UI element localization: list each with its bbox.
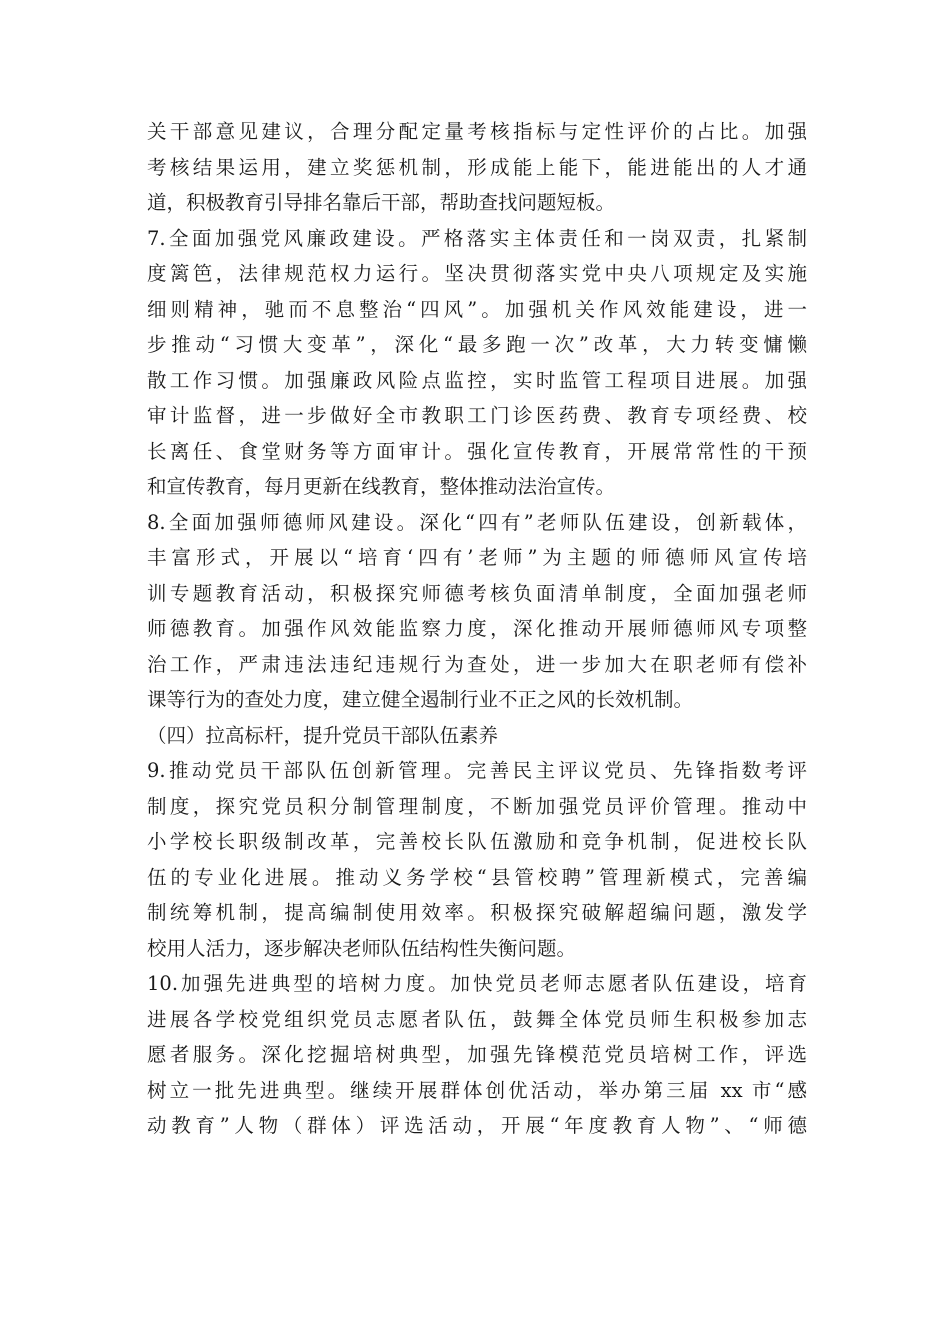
text-line: 进展各学校党组织党员志愿者队伍，鼓舞全体党员师生积极参加志: [147, 1007, 807, 1031]
text-line: 和宣传教育，每月更新在线教育，整体推动法治宣传。: [147, 475, 616, 498]
text-line: 校用人活力，逐步解决老师队伍结构性失衡问题。: [147, 936, 577, 960]
text-line: 9.推动党员干部队伍创新管理。完善民主评议党员、先锋指数考评: [147, 759, 807, 782]
section-heading: （四）拉高标杆，提升党员干部队伍素养: [147, 723, 499, 747]
text-line: 考核结果运用，建立奖惩机制，形成能上能下，能进能出的人才通: [147, 155, 807, 179]
text-line: 小学校长职级制改革，完善校长队伍激励和竞争机制，促进校长队: [147, 830, 807, 853]
text-line: 度篱笆，法律规范权力运行。坚决贯彻落实党中央八项规定及实施: [147, 262, 807, 285]
text-line: 制度，探究党员积分制管理制度，不断加强党员评价管理。推动中: [147, 794, 807, 818]
text-line: 训专题教育活动，积极探究师德考核负面清单制度，全面加强老师: [147, 581, 807, 605]
text-line: 丰富形式，开展以“培育‘四有’老师”为主题的师德师风宣传培: [147, 546, 807, 569]
text-line: 动教育”人物（群体）评选活动，开展“年度教育人物”、“师德: [147, 1114, 807, 1137]
text-line: 制统筹机制，提高编制使用效率。积极探究破解超编问题，激发学: [147, 901, 807, 924]
text-line: 道，积极教育引导排名靠后干部，帮助查找问题短板。: [147, 191, 616, 214]
text-line: 师德教育。加强作风效能监察力度，深化推动开展师德师风专项整: [147, 617, 807, 640]
text-line: 关干部意见建议，合理分配定量考核指标与定性评价的占比。加强: [147, 120, 807, 143]
text-line: 树立一批先进典型。继续开展群体创优活动，举办第三届 xx 市“感: [147, 1078, 807, 1102]
text-line: 10.加强先进典型的培树力度。加快党员老师志愿者队伍建设，培育: [147, 972, 807, 995]
text-line: 细则精神，驰而不息整治“四风”。加强机关作风效能建设，进一: [147, 297, 807, 321]
text-line: 散工作习惯。加强廉政风险点监控，实时监管工程项目进展。加强: [147, 368, 807, 392]
document-body: [147, 114, 807, 1144]
text-line: 长离任、食堂财务等方面审计。强化宣传教育，开展常常性的干预: [147, 439, 807, 463]
text-line: 审计监督，进一步做好全市教职工门诊医药费、教育专项经费、校: [147, 404, 807, 427]
text-line: 8.全面加强师德师风建设。深化“四有”老师队伍建设，创新载体，: [147, 510, 807, 534]
text-line: 伍的专业化进展。推动义务学校“县管校聘”管理新模式，完善编: [147, 865, 807, 889]
text-line: 课等行为的查处力度，建立健全遏制行业不正之风的长效机制。: [147, 688, 694, 711]
text-line: 愿者服务。深化挖掘培树典型，加强先锋模范党员培树工作，评选: [147, 1043, 807, 1066]
text-line: 步推动“习惯大变革”，深化“最多跑一次”改革，大力转变慵懒: [147, 333, 807, 356]
text-line: 治工作，严肃违法违纪违规行为查处，进一步加大在职老师有偿补: [147, 652, 807, 676]
text-line: 7.全面加强党风廉政建设。严格落实主体责任和一岗双责，扎紧制: [147, 226, 807, 250]
